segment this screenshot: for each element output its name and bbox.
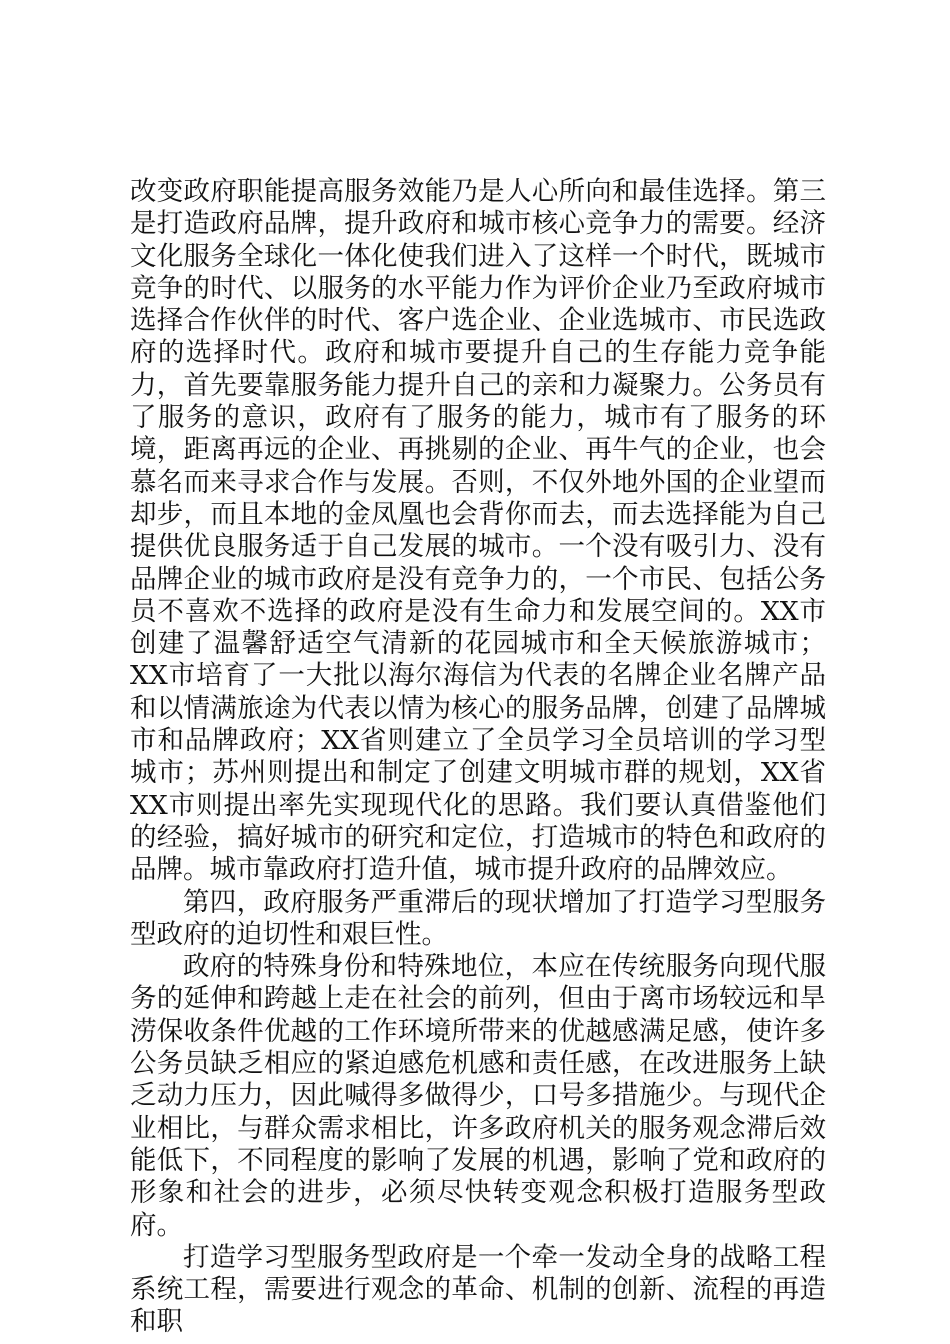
paragraph-4: 打造学习型服务型政府是一个牵一发动全身的战略工程系统工程，需要进行观念的革命、机制的创新、流程的再造和职: [130, 1241, 826, 1338]
paragraph-2: 第四，政府服务严重滞后的现状增加了打造学习型服务型政府的迫切性和艰巨性。: [130, 886, 826, 950]
paragraph-3: 政府的特殊身份和特殊地位，本应在传统服务向现代服务的延伸和跨越上走在社会的前列，但由于离市场较远和旱涝保收条件优越的工作环境所带来的优越感满足感，使许多公务员缺乏相应的紧迫感危机感和责任感，在改进服务上缺乏动力压力，因此喊得多做得少，口号多措施少。与现代企业相比，与群众需求相比，许多政府机关的服务观念滞后效能低下，不同程度的影响了发展的机遇，影响了党和政府的形象和社会的进步，必须尽快转变观念积极打造服务型政府。: [130, 951, 826, 1241]
paragraph-1: 改变政府职能提高服务效能乃是人心所向和最佳选择。第三是打造政府品牌，提升政府和城市核心竞争力的需要。经济文化服务全球化一体化使我们进入了这样一个时代，既城市竞争的时代、以服务的水平能力作为评价企业乃至政府城市选择合作伙伴的时代、客户选企业、企业选城市、市民选政府的选择时代。政府和城市要提升自己的生存能力竞争能力，首先要靠服务能力提升自己的亲和力凝聚力。公务员有了服务的意识，政府有了服务的能力，城市有了服务的环境，距离再远的企业、再挑剔的企业、再牛气的企业，也会慕名而来寻求合作与发展。否则，不仅外地外国的企业望而却步，而且本地的金凤凰也会背你而去，而去选择能为自己提供优良服务适于自己发展的城市。一个没有吸引力、没有品牌企业的城市政府是没有竞争力的，一个市民、包括公务员不喜欢不选择的政府是没有生命力和发展空间的。XX市创建了温馨舒适空气清新的花园城市和全天候旅游城市；XX市培育了一大批以海尔海信为代表的名牌企业名牌产品和以情满旅途为代表以情为核心的服务品牌，创建了品牌城市和品牌政府；XX省则建立了全员学习全员培训的学习型城市；苏州则提出和制定了创建文明城市群的规划，XX省XX市则提出率先实现现代化的思路。我们要认真借鉴他们的经验，搞好城市的研究和定位，打造城市的特色和政府的品牌。城市靠政府打造升值，城市提升政府的品牌效应。: [130, 176, 826, 886]
document-body: [130, 176, 826, 1339]
